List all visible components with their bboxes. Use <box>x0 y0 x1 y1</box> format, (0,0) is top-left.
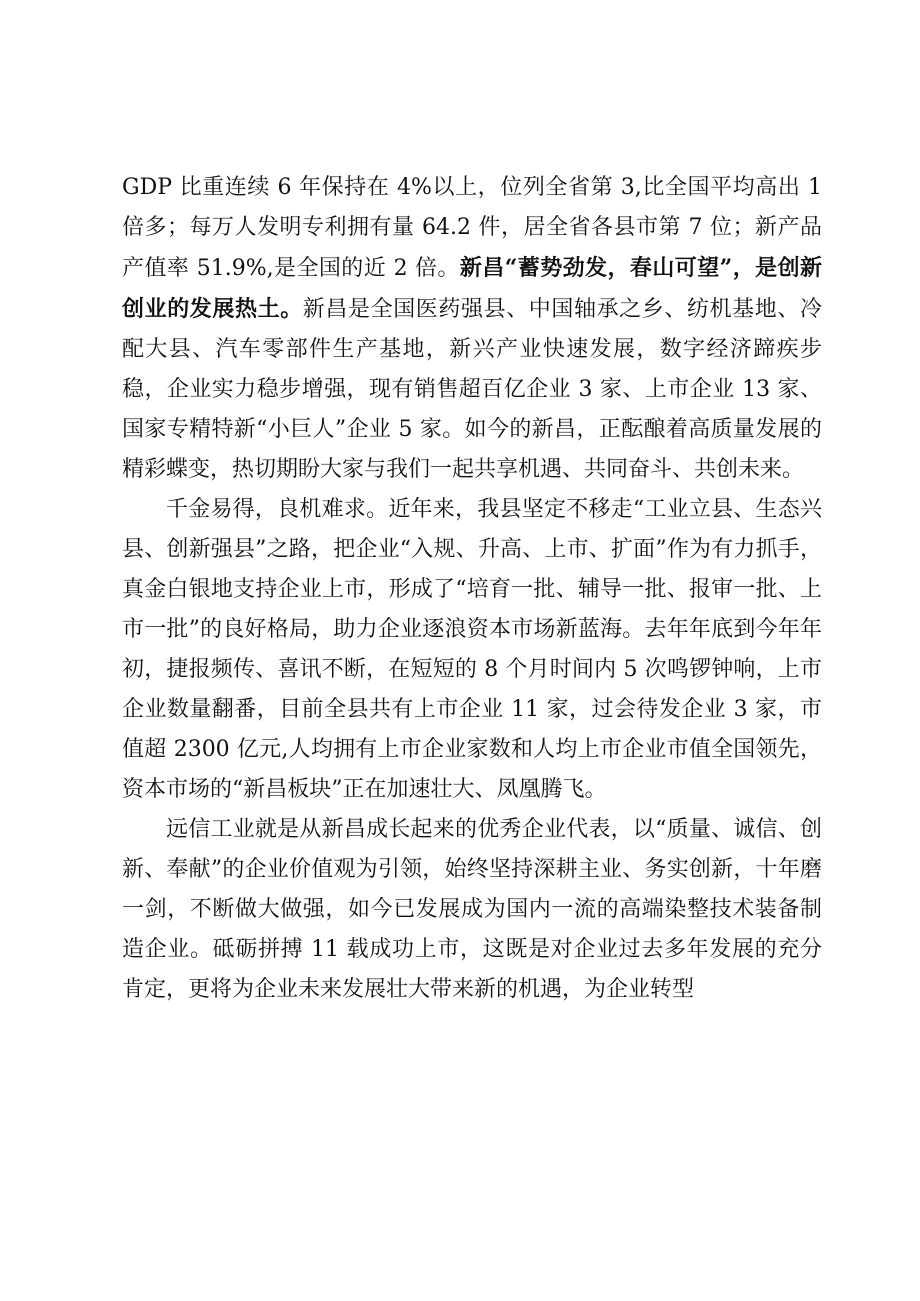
paragraph-2-run-1: 千金易得，良机难求。近年来，我县坚定不移走“工业立县、生态兴县、创新强县”之路，把企业“入规、升高、上市、扩面”作为有力抓手，真金白银地支持企业上市，形成了“培育一批、辅导一批、报审一批、上市一批”的良好格局，助力企业逐浪资本市场新蓝海。去年年底到今年年初，捷报频传、喜讯不断，在短短的 8 个月时间内 5 次鸣锣钟响，上市企业数量翻番，目前全县共有上市企业 11 家，过会待发企业 3 家，市值超 2300 亿元,人均拥有上市企业家数和人均上市企业市值全国领先，资本市场的“新昌板块”正在加速壮大、凤凰腾飞。 <box>122 497 822 802</box>
paragraph-3 <box>122 810 822 1010</box>
paragraph-3-run-1: 远信工业就是从新昌成长起来的优秀企业代表，以“质量、诚信、创新、奉献”的企业价值观为引领，始终坚持深耕主业、务实创新，十年磨一剑，不断做大做强，如今已发展成为国内一流的高端染整技术装备制造企业。砥砺拼搏 11 载成功上市，这既是对企业过去多年发展的充分肯定，更将为企业未来发展壮大带来新的机遇，为企业转型 <box>122 817 822 1002</box>
paragraph-1 <box>122 168 822 490</box>
paragraph-1-bold-run: 新昌“蓄势劲发，春山可望”，是创新创业的发展热土。 <box>122 255 823 322</box>
body-text <box>122 168 822 1010</box>
paragraph-1-run-3: 新昌是全国医药强县、中国轴承之乡、纺机基地、冷配大县、汽车零部件生产基地，新兴产业快速发展，数字经济蹄疾步稳，企业实力稳步增强，现有销售超百亿企业 3 家、上市企业 13 家、国家专精特新“小巨人”企业 5 家。如今的新昌，正酝酿着高质量发展的精彩蝶变，热切期盼大家与我们一起共享机遇、共同奋斗、共创未来。 <box>122 297 822 482</box>
paragraph-1-run-1: GDP 比重连续 6 年保持在 4%以上，位列全省第 3,比全国平均高出 1 倍多；每万人发明专利拥有量 64.2 件，居全省各县市第 7 位；新产品产值率 51.9%,是全国的近 2 倍。 <box>122 175 822 281</box>
paragraph-2 <box>122 490 822 810</box>
